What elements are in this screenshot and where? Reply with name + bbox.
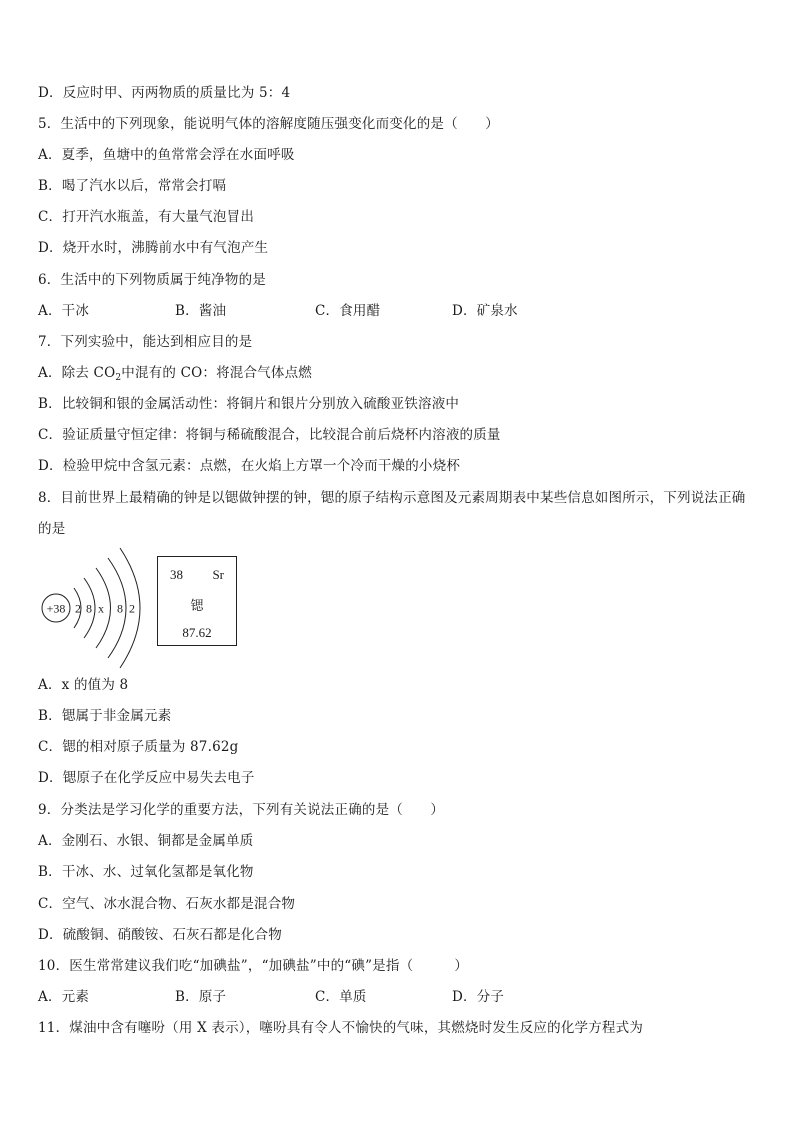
q5-stem: 5．生活中的下列现象，能说明气体的溶解度随压强变化而变化的是（ ） bbox=[38, 116, 499, 132]
q10-option-b: B．原子 bbox=[175, 989, 227, 1005]
q7-option-a-pre: A．除去 CO bbox=[38, 365, 116, 381]
q6-option-a: A．干冰 bbox=[38, 303, 90, 319]
atomic-mass: 87.62 bbox=[182, 625, 212, 640]
element-card bbox=[157, 556, 237, 646]
q5-option-b: B．喝了汽水以后，常常会打嗝 bbox=[38, 178, 227, 194]
q7-option-a-sub: 2 bbox=[115, 373, 122, 383]
q8-option-c: C．锶的相对原子质量为 87.62g bbox=[38, 739, 239, 755]
q6-option-b: B．酱油 bbox=[175, 303, 227, 319]
q7-option-d: D．检验甲烷中含氢元素：点燃，在火焰上方罩一个冷而干燥的小烧杯 bbox=[38, 458, 461, 474]
nucleus-charge: +38 bbox=[46, 601, 66, 616]
q8-option-a: A．x 的值为 8 bbox=[38, 677, 129, 693]
q11-stem: 11．煤油中含有噻吩（用 X 表示），噻吩具有令人不愉快的气味，其燃烧时发生反应的化学方程式为 bbox=[38, 1020, 644, 1036]
q8-stem-line2: 的是 bbox=[38, 521, 66, 537]
q5-option-d: D．烧开水时，沸腾前水中有气泡产生 bbox=[38, 240, 269, 256]
q7-stem: 7．下列实验中，能达到相应目的是 bbox=[38, 334, 253, 350]
shell-electrons-2: 8 bbox=[86, 601, 92, 616]
shell-electrons-5: 2 bbox=[129, 601, 135, 616]
shell-electrons-4: 8 bbox=[117, 601, 123, 616]
q7-option-a-post: 中混有的 CO：将混合气体点燃 bbox=[121, 365, 312, 381]
q10-option-a: A．元素 bbox=[38, 989, 90, 1005]
q7-option-c: C．验证质量守恒定律：将铜与稀硫酸混合，比较混合前后烧杯内溶液的质量 bbox=[38, 427, 501, 443]
q6-option-c: C．食用醋 bbox=[315, 303, 381, 319]
shell-electrons-3: x bbox=[98, 601, 104, 616]
q9-option-a: A．金刚石、水银、铜都是金属单质 bbox=[38, 833, 254, 849]
q6-option-d: D．矿泉水 bbox=[452, 303, 518, 319]
q10-option-d: D．分子 bbox=[452, 989, 505, 1005]
q7-option-a bbox=[38, 364, 312, 382]
q9-stem: 9．分类法是学习化学的重要方法，下列有关说法正确的是（ ） bbox=[38, 802, 445, 818]
q4-option-d: D．反应时甲、丙两物质的质量比为 5：4 bbox=[38, 85, 291, 101]
q6-options-row bbox=[38, 302, 538, 320]
element-symbol: Sr bbox=[212, 567, 224, 582]
shell-electrons-1: 2 bbox=[75, 601, 81, 616]
q7-option-b: B．比较铜和银的金属活动性：将铜片和银片分别放入硫酸亚铁溶液中 bbox=[38, 396, 460, 412]
q5-option-a: A．夏季，鱼塘中的鱼常常会浮在水面呼吸 bbox=[38, 147, 295, 163]
q10-option-c: C．单质 bbox=[315, 989, 367, 1005]
q9-option-c: C．空气、冰水混合物、石灰水都是混合物 bbox=[38, 896, 296, 912]
q8-option-d: D．锶原子在化学反应中易失去电子 bbox=[38, 770, 255, 786]
element-name: 锶 bbox=[190, 599, 204, 614]
q8-stem-line1: 8．目前世界上最精确的钟是以锶做钟摆的钟，锶的原子结构示意图及元素周期表中某些信息如图所示，下列说法正确 bbox=[38, 490, 746, 506]
q9-option-d: D．硫酸铜、硝酸铵、石灰石都是化合物 bbox=[38, 927, 282, 943]
atomic-number: 38 bbox=[170, 567, 183, 582]
q6-stem: 6．生活中的下列物质属于纯净物的是 bbox=[38, 272, 266, 288]
q10-stem: 10．医生常常建议我们吃“加碘盐”，“加碘盐”中的“碘”是指（ ） bbox=[38, 958, 469, 974]
q8-option-b: B．锶属于非金属元素 bbox=[38, 708, 172, 724]
q9-option-b: B．干冰、水、过氧化氢都是氧化物 bbox=[38, 864, 254, 880]
q10-options-row bbox=[38, 988, 538, 1006]
q5-option-c: C．打开汽水瓶盖，有大量气泡冒出 bbox=[38, 209, 255, 225]
